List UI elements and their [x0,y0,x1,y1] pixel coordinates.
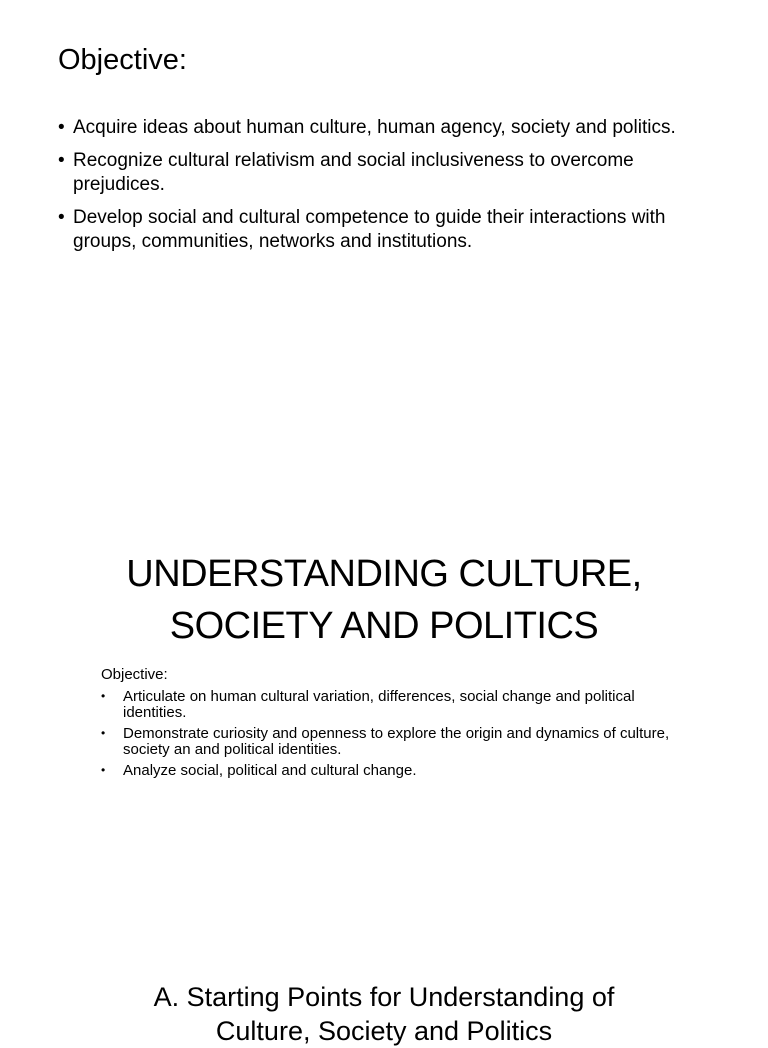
list-item [101,689,671,720]
list-item [58,206,708,255]
slide2-objective-label: Objective: [101,666,168,683]
slide2-title-line2: SOCIETY AND POLITICS [169,605,599,647]
slide3-title-line1: A. Starting Points for Understanding of [153,982,615,1012]
bullet-icon: • [101,689,106,703]
bullet-icon: • [101,763,106,777]
list-item [101,763,671,779]
bullet-text: Articulate on human cultural variation, differences, social change and political identities. [123,688,635,721]
bullet-text: Demonstrate curiosity and openness to explore the origin and dynamics of culture, society an and political identities. [123,725,670,758]
slide1-title: Objective: [58,44,187,76]
slide3-title-line2: Culture, Society and Politics [215,1016,553,1046]
bullet-text: Acquire ideas about human culture, human agency, society and politics. [73,117,676,138]
bullet-text: Analyze social, political and cultural change. [123,762,417,779]
slide1-bullet-list [58,116,708,263]
list-item [101,726,671,757]
bullet-icon: • [101,726,106,740]
list-item [58,116,708,141]
bullet-icon: • [58,206,65,228]
bullet-icon: • [58,149,65,171]
slide-objective [0,0,768,512]
bullet-icon: • [58,117,65,138]
slide2-bullet-list [101,689,671,785]
slide2-title [0,548,768,652]
bullet-text: Recognize cultural relativism and social inclusiveness to overcome prejudices. [73,149,634,195]
bullet-text: Develop social and cultural competence to guide their interactions with groups, communities, networks and institutions. [73,206,666,252]
slide2-title-line1: UNDERSTANDING CULTURE, [126,553,642,595]
slide3-title [0,980,768,1048]
slide-starting-points [0,952,768,1046]
list-item [58,149,708,198]
slide-understanding-culture [0,512,768,952]
